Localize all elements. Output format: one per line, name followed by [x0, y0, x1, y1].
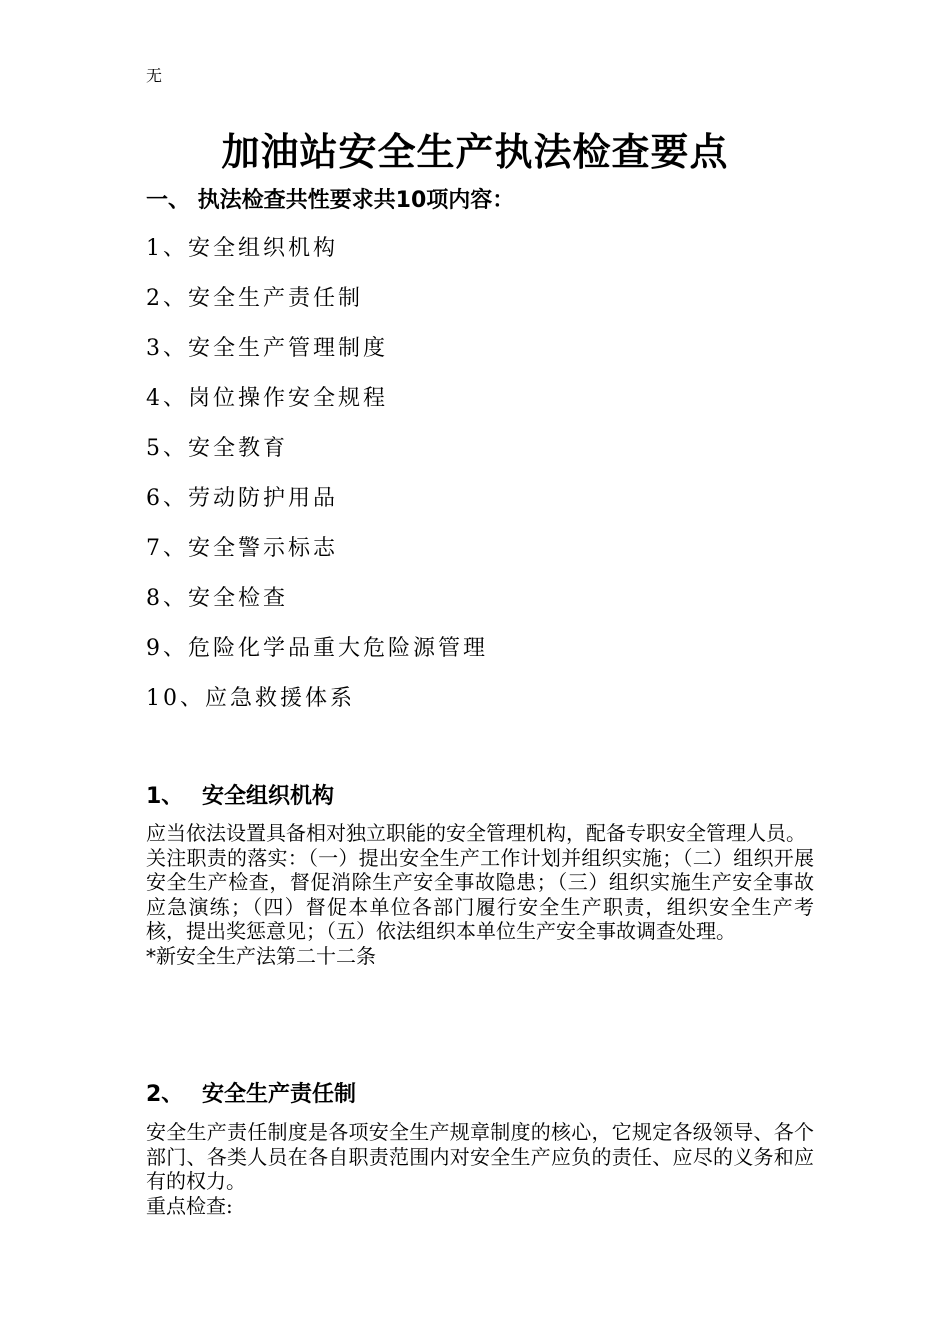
list-item: 10、应急救援体系 — [146, 686, 355, 711]
subsection-number: 2、 — [146, 1082, 184, 1107]
subsection-title: 安全生产责任制 — [202, 1082, 357, 1107]
subsection-body-1 — [146, 821, 814, 968]
list-item: 5、安全教育 — [146, 436, 288, 461]
paragraph: 安全生产责任制度是各项安全生产规章制度的核心，它规定各级领导、各个部门、各类人员在各自职责范围内对安全生产应负的责任、应尽的义务和应有的权力。 — [146, 1120, 814, 1193]
subsection-body-2 — [146, 1120, 814, 1218]
subsection-heading-2 — [146, 1080, 356, 1110]
list-item: 3、安全生产管理制度 — [146, 336, 388, 361]
subsection-heading-1 — [146, 782, 334, 812]
list-item: 6、劳动防护用品 — [146, 486, 338, 511]
list-item: 2、安全生产责任制 — [146, 286, 363, 311]
list-item: 9、危险化学品重大危险源管理 — [146, 636, 488, 661]
requirements-list — [146, 232, 488, 732]
list-item: 7、安全警示标志 — [146, 536, 338, 561]
header-mark: 无 — [146, 66, 163, 85]
list-item: 8、安全检查 — [146, 586, 288, 611]
list-item: 4、岗位操作安全规程 — [146, 386, 388, 411]
subsection-number: 1、 — [146, 784, 184, 809]
section-heading: 一、 执法检查共性要求共10项内容： — [146, 188, 515, 213]
subsection-title: 安全组织机构 — [202, 784, 335, 809]
page-title: 加油站安全生产执法检查要点 — [221, 130, 729, 174]
paragraph: *新安全生产法第二十二条 — [146, 943, 376, 968]
paragraph: 关注职责的落实：（一）提出安全生产工作计划并组织实施；（二）组织开展安全生产检查，督促消除生产安全事故隐患；（三）组织实施生产安全事故应急演练；（四）督促本单位各部门履行安全生产职责，组织安全生产考核，提出奖惩意见；（五）依法组织本单位生产安全事故调查处理。 — [146, 845, 814, 943]
paragraph: 应当依法设置具备相对独立职能的安全管理机构，配备专职安全管理人员。 — [146, 821, 806, 845]
paragraph: 重点检查: — [146, 1193, 233, 1218]
list-item: 1、安全组织机构 — [146, 236, 338, 261]
